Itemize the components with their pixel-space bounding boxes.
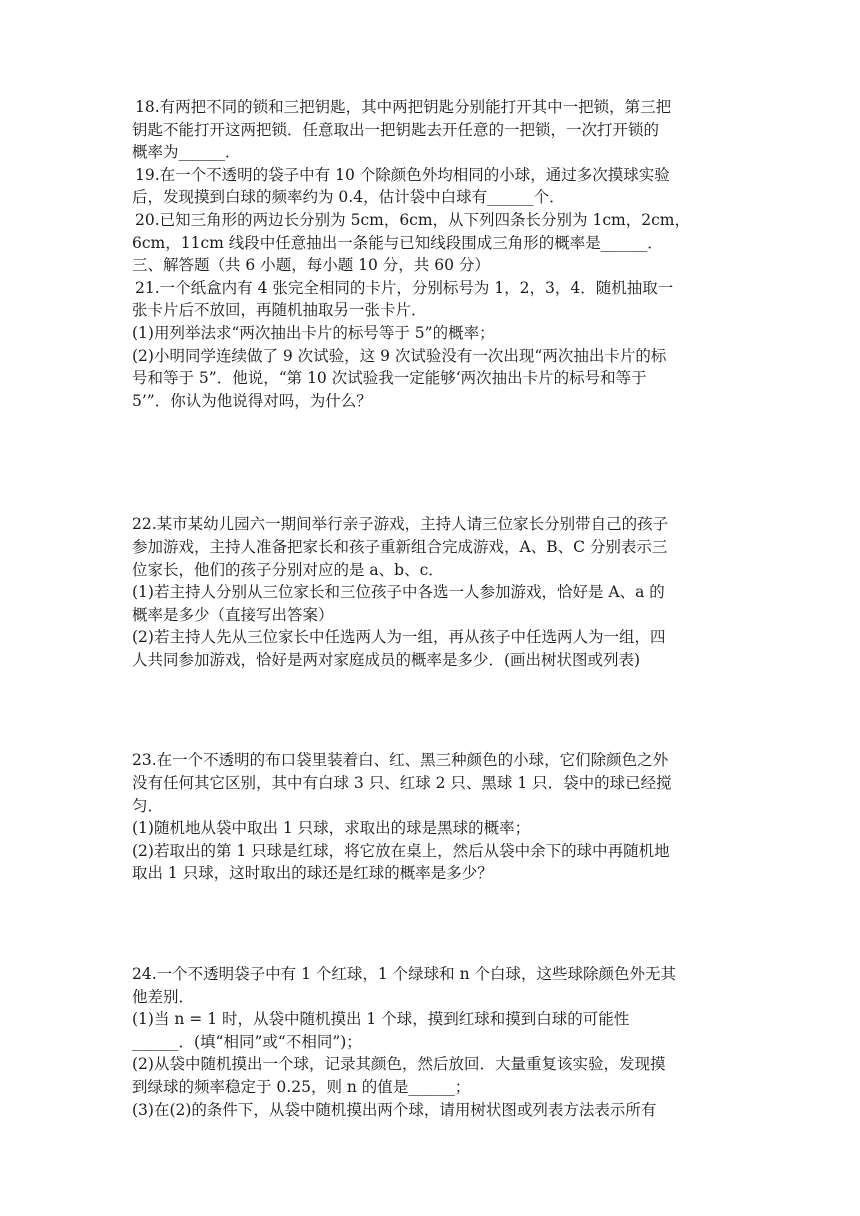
- answer-space: [132, 885, 732, 963]
- question-22-line-2: 参加游戏，主持人准备把家长和孩子重新组合完成游戏，A、B、C 分别表示三: [132, 537, 668, 556]
- question-24-line-2: 他差别．: [132, 987, 195, 1006]
- document-page: [132, 96, 732, 1121]
- question-22: [132, 513, 732, 671]
- section-heading: 三、解答题（共 6 小题，每小题 10 分，共 60 分）: [132, 256, 490, 275]
- question-22-line-6: (2)若主持人先从三位家长中任选两人为一组，再从孩子中任选两人为一组，四: [132, 628, 666, 647]
- question-24-line-7: (3)在(2)的条件下，从袋中随机摸出两个球，请用树状图或列表方法表示所有: [132, 1100, 657, 1119]
- question-18: [132, 96, 732, 164]
- question-21-line-4: (2)小明同学连续做了 9 次试验，这 9 次试验没有一次出现“两次抽出卡片的标: [132, 346, 667, 365]
- question-23-line-4: (1)随机地从袋中取出 1 只球，求取出的球是黑球的概率；: [132, 819, 531, 838]
- answer-space: [132, 412, 732, 513]
- question-24-line-6: 到绿球的频率稳定于 0.25，则 n 的值是______；: [132, 1078, 471, 1096]
- question-24: [132, 963, 732, 1121]
- question-18-line-3: 概率为______．: [132, 143, 241, 162]
- question-21-line-1: 21.一个纸盒内有 4 张完全相同的卡片，分别标号为 1，2，3，4．随机抽取一: [135, 278, 674, 297]
- question-22-line-1: 22.某市某幼儿园六一期间举行亲子游戏，主持人请三位家长分别带自己的孩子: [132, 515, 669, 534]
- question-20-line-1: 20.已知三角形的两边长分别为 5cm，6cm，从下列四条长分别为 1cm，2cm，: [135, 210, 690, 229]
- question-21-line-2: 张卡片后不放回，再随机抽取另一张卡片．: [132, 301, 427, 320]
- question-18-line-1: 18.有两把不同的锁和三把钥匙，其中两把钥匙分别能打开其中一把锁，第三把: [135, 98, 672, 116]
- question-24-line-1: 24.一个不透明袋子中有 1 个红球，1 个绿球和 n 个白球，这些球除颜色外无其: [132, 965, 676, 984]
- question-21-line-5: 号和等于 5”．他说，“第 10 次试验我一定能够‘两次抽出卡片的标号和等于: [132, 369, 647, 388]
- question-24-line-4: ______．(填“相同”或“不相同”)；: [132, 1032, 362, 1051]
- question-18-line-2: 钥匙不能打开这两把锁．任意取出一把钥匙去开任意的一把锁，一次打开锁的: [132, 120, 660, 139]
- question-23: [132, 749, 732, 885]
- question-23-line-5: (2)若取出的第 1 只球是红球，将它放在桌上，然后从袋中余下的球中再随机地: [132, 841, 670, 860]
- question-23-line-3: 匀．: [132, 796, 164, 815]
- question-21-line-6: 5’”．你认为他说得对吗，为什么？: [132, 391, 372, 410]
- question-20-line-2: 6cm，11cm 线段中任意抽出一条能与已知线段围成三角形的概率是______．: [132, 233, 663, 252]
- question-23-line-2: 没有任何其它区别，其中有白球 3 只、红球 2 只、黑球 1 只．袋中的球已经搅: [132, 774, 672, 793]
- question-19-line-1: 19.在一个不透明的袋子中有 10 个除颜色外均相同的小球，通过多次摸球实验: [135, 165, 670, 184]
- question-20: [132, 209, 732, 254]
- question-22-line-7: 人共同参加游戏，恰好是两对家庭成员的概率是多少．(画出树状图或列表): [132, 650, 641, 669]
- question-24-line-3: (1)当 n = 1 时，从袋中随机摸出 1 个球，摸到红球和摸到白球的可能性: [132, 1010, 630, 1029]
- question-23-line-1: 23.在一个不透明的布口袋里装着白、红、黑三种颜色的小球，它们除颜色之外: [132, 751, 669, 770]
- question-23-line-6: 取出 1 只球，这时取出的球还是红球的概率是多少？: [132, 864, 493, 883]
- question-22-line-4: (1)若主持人分别从三位家长和三位孩子中各选一人参加游戏，恰好是 A、a 的: [132, 583, 665, 602]
- question-22-line-3: 位家长，他们的孩子分别对应的是 a、b、c．: [132, 560, 444, 579]
- question-21-line-3: (1)用列举法求“两次抽出卡片的标号等于 5”的概率；: [132, 323, 495, 342]
- question-19: [132, 164, 732, 209]
- question-24-line-5: (2)从袋中随机摸出一个球，记录其颜色，然后放回．大量重复该实验，发现摸: [132, 1055, 666, 1074]
- question-19-line-2: 后，发现摸到白球的频率约为 0.4，估计袋中白球有______个．: [132, 188, 565, 207]
- question-21: [132, 277, 732, 413]
- question-22-line-5: 概率是多少（直接写出答案）: [132, 605, 334, 624]
- answer-space: [132, 671, 732, 749]
